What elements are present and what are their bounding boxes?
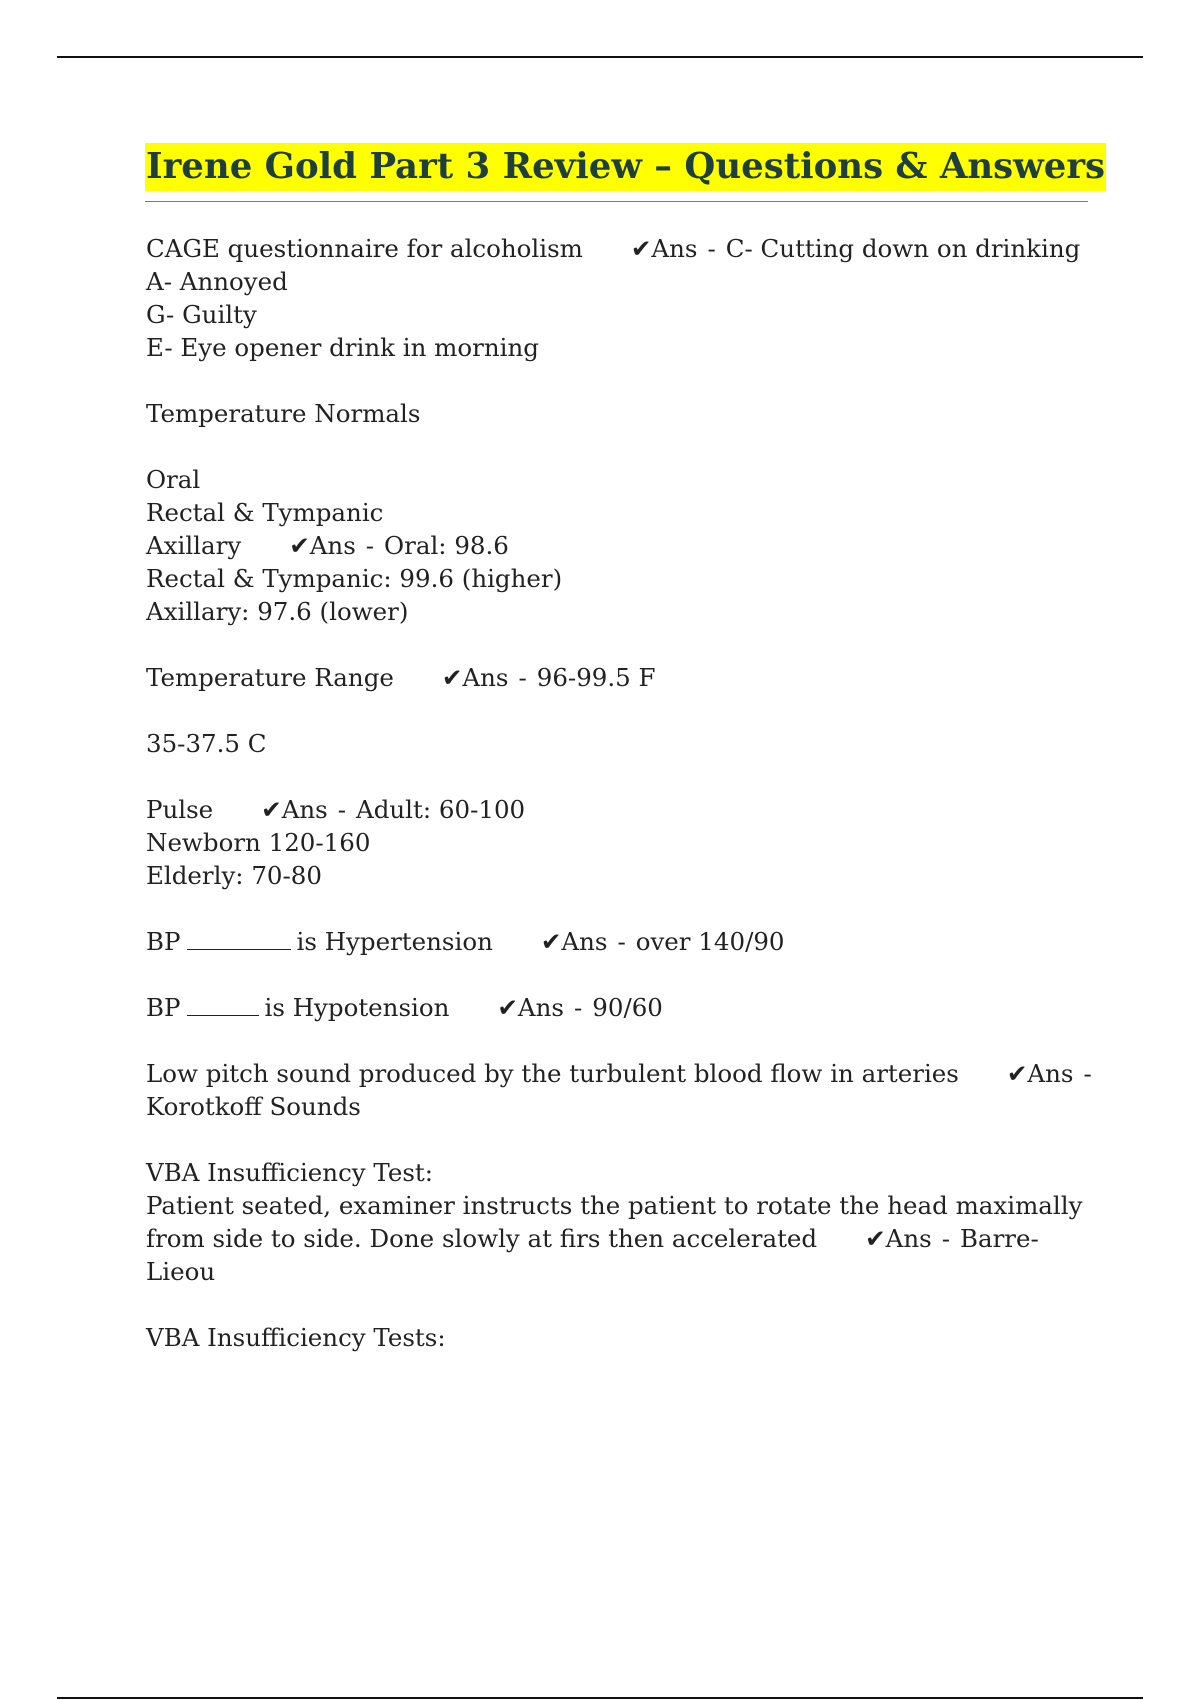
qa-line: Axillary ✔Ans - Oral: 98.6 xyxy=(146,531,509,560)
title-block xyxy=(145,143,1106,202)
footer-rule xyxy=(57,1697,1143,1699)
question-text: from side to side. Done slowly at firs then accelerated xyxy=(146,1224,818,1253)
qa-line: from side to side. Done slowly at firs then accelerated ✔Ans - Barre- xyxy=(146,1224,1039,1253)
spacer xyxy=(146,694,1086,727)
question-line: Temperature Normals xyxy=(146,399,421,428)
answer-line: E- Eye opener drink in morning xyxy=(146,333,539,362)
question-text: BP xyxy=(146,927,181,956)
answer-text: over 140/90 xyxy=(635,927,785,956)
answer-line: Newborn 120-160 xyxy=(146,828,371,857)
question-line: Oral xyxy=(146,465,201,494)
question-text: is Hypertension xyxy=(296,927,493,956)
ans-marker: ✔Ans xyxy=(441,663,509,692)
answer-text: Oral: 98.6 xyxy=(384,531,509,560)
ans-marker: ✔Ans xyxy=(540,927,608,956)
question-line: Rectal & Tympanic xyxy=(146,498,384,527)
ans-marker: ✔Ans xyxy=(497,993,564,1022)
qa-line: CAGE questionnaire for alcoholism ✔Ans - C- Cutting down on drinking xyxy=(146,234,1081,263)
fill-in-blank xyxy=(187,948,291,950)
spacer xyxy=(146,892,1086,925)
fill-in-blank xyxy=(187,1014,259,1016)
question-text: Temperature Range xyxy=(146,663,394,692)
question-line: VBA Insufficiency Tests: xyxy=(146,1323,446,1352)
ans-marker: ✔Ans xyxy=(261,795,328,824)
spacer xyxy=(146,430,1086,463)
ans-marker: ✔Ans xyxy=(289,531,356,560)
answer-line: Korotkoff Sounds xyxy=(146,1092,361,1121)
spacer xyxy=(146,364,1086,397)
spacer xyxy=(146,1288,1086,1321)
answer-line: Axillary: 97.6 (lower) xyxy=(146,597,409,626)
spacer xyxy=(146,760,1086,793)
answer-line: A- Annoyed xyxy=(146,267,288,296)
question-text: BP xyxy=(146,993,181,1022)
ans-marker: ✔Ans xyxy=(865,1224,932,1253)
question-text: Axillary xyxy=(146,531,242,560)
answer-line: Lieou xyxy=(146,1257,216,1286)
answer-line: Elderly: 70-80 xyxy=(146,861,322,890)
answer-line: Rectal & Tympanic: 99.6 (higher) xyxy=(146,564,563,593)
spacer xyxy=(146,628,1086,661)
spacer xyxy=(146,1123,1086,1156)
header-rule xyxy=(57,56,1143,58)
question-text: Pulse xyxy=(146,795,214,824)
answer-text: C- Cutting down on drinking xyxy=(725,234,1081,263)
answer-line: 35-37.5 C xyxy=(146,729,267,758)
qa-line: BP is Hypotension ✔Ans - 90/60 xyxy=(146,993,663,1022)
answer-text: Adult: 60-100 xyxy=(356,795,526,824)
spacer xyxy=(146,958,1086,991)
ans-marker: ✔Ans xyxy=(1006,1059,1074,1088)
answer-text: Barre- xyxy=(959,1224,1039,1253)
page-title: Irene Gold Part 3 Review – Questions & Answers xyxy=(145,143,1106,191)
answer-text: 90/60 xyxy=(592,993,663,1022)
spacer xyxy=(146,1024,1086,1057)
answer-text: 96-99.5 F xyxy=(536,663,656,692)
ans-marker: ✔Ans xyxy=(630,234,698,263)
qa-line: Temperature Range ✔Ans - 96-99.5 F xyxy=(146,663,656,692)
question-text: Low pitch sound produced by the turbulent blood flow in arteries xyxy=(146,1059,959,1088)
question-line: VBA Insufficiency Test: xyxy=(146,1158,434,1187)
answer-line: G- Guilty xyxy=(146,300,257,329)
qa-line: BP is Hypertension ✔Ans - over 140/90 xyxy=(146,927,785,956)
question-text: CAGE questionnaire for alcoholism xyxy=(146,234,583,263)
document-body xyxy=(146,232,1092,1354)
question-line: Patient seated, examiner instructs the patient to rotate the head maximally xyxy=(146,1191,1083,1220)
qa-line: Pulse ✔Ans - Adult: 60-100 xyxy=(146,795,526,824)
question-text: is Hypotension xyxy=(264,993,450,1022)
qa-line: Low pitch sound produced by the turbulent blood flow in arteries ✔Ans - xyxy=(146,1059,1092,1088)
